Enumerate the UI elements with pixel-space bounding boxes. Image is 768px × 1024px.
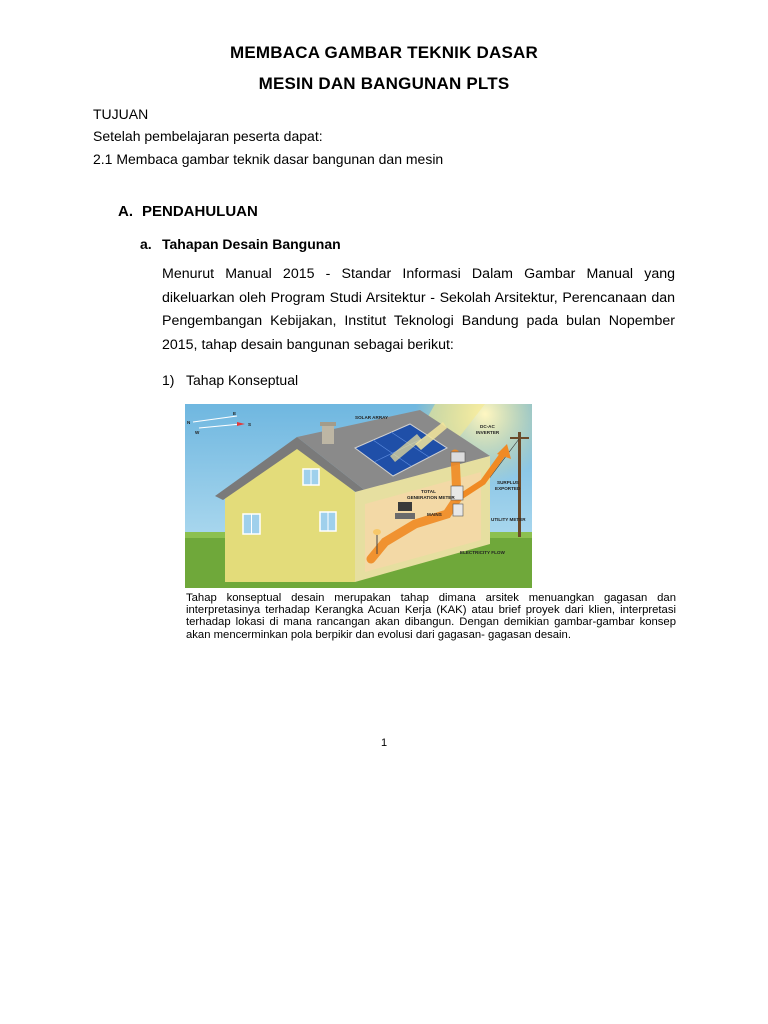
- label-solar-array: SOLAR ARRAY: [355, 415, 389, 420]
- tujuan-intro: Setelah pembelajaran peserta dapat:: [93, 128, 323, 144]
- compass-n: N: [187, 420, 191, 425]
- floor-lamp: [373, 529, 381, 535]
- step-label: Tahap Konseptual: [186, 372, 299, 388]
- label-electricity-flow: ELECTRICITY FLOW: [460, 550, 505, 555]
- section-heading-pendahuluan: [118, 203, 258, 220]
- figure-caption: Tahap konseptual desain merupakan tahap dimana arsitek menuangkan gagasan dan interpretasinya terhadap Kerangka Acuan Kerja (KAK) atau brief proyek dari klien, interpretasi terhadap lokasi di mana rancangan akan dibangun. Dengan demikian gambar-gambar konsep akan mencerminkan pola berpikir dan evolusi dari gagasan- gagasan desain.: [186, 592, 676, 641]
- body-paragraph: Menurut Manual 2015 - Standar Informasi Dalam Gambar Manual yang dikeluarkan oleh Program Studi Arsitektur - Sekolah Arsitektur, Perencanaan dan Pengembangan Kebijakan, Institut Teknologi Bandung pada bulan Nopember 2015, tahap desain bangunan sebagai berikut:: [162, 266, 675, 353]
- label-inverter-1: DC-AC: [480, 424, 495, 429]
- tujuan-heading: TUJUAN: [93, 106, 149, 122]
- inverter-box: [451, 452, 465, 462]
- utility-meter: [453, 504, 463, 516]
- step-item: [162, 372, 298, 388]
- subsection-number: a.: [140, 236, 152, 252]
- label-surplus-1: SURPLUS: [497, 480, 519, 485]
- section-label: PENDAHULUAN: [142, 203, 258, 220]
- appliance-monitor: [398, 502, 412, 511]
- learning-goal: 2.1 Membaca gambar teknik dasar bangunan dan mesin: [93, 151, 444, 167]
- section-number: A.: [118, 203, 133, 220]
- document-title-line2: MESIN DAN BANGUNAN PLTS: [258, 74, 510, 93]
- label-total-meter-2: GENERATION METER: [407, 495, 455, 500]
- chimney: [322, 424, 334, 444]
- label-total-meter-1: TOTAL: [421, 489, 436, 494]
- step-number: 1): [162, 372, 175, 388]
- solar-house-illustration: [185, 404, 532, 588]
- compass-s: S: [248, 422, 252, 427]
- label-surplus-2: EXPORTED: [495, 486, 521, 491]
- document-title-line1: MEMBACA GAMBAR TEKNIK DASAR: [230, 43, 538, 62]
- page-number: 1: [380, 737, 388, 749]
- compass-e: E: [233, 411, 237, 416]
- subsection-label: Tahapan Desain Bangunan: [162, 236, 341, 252]
- label-inverter-2: INVERTER: [476, 430, 500, 435]
- label-utility-meter: UTILITY METER: [491, 517, 526, 522]
- subsection-heading: [140, 236, 341, 252]
- compass-w: W: [195, 430, 200, 435]
- label-mains: MAINS: [427, 512, 442, 517]
